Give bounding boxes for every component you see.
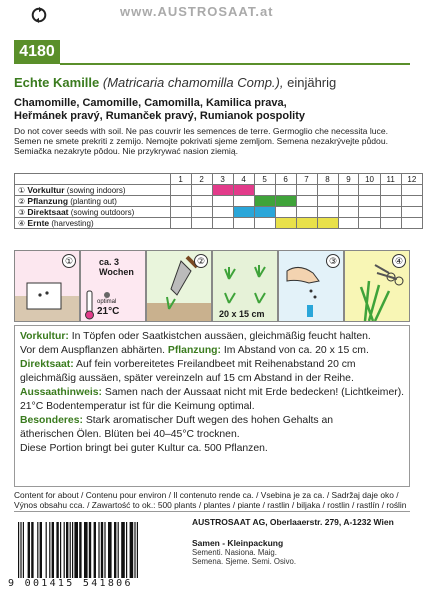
- calendar-cell: [170, 218, 191, 229]
- calendar-cell-active: [212, 185, 233, 196]
- barcode-bar: [121, 522, 125, 578]
- calendar-cell: [380, 185, 401, 196]
- barcode-bar: [101, 522, 103, 578]
- calendar-cell: [191, 207, 212, 218]
- calendar-row-label: [15, 218, 171, 229]
- names-line: Chamomille, Camomille, Camomilla, Kamilica prava,: [14, 97, 287, 109]
- calendar-row-label: [15, 185, 171, 196]
- product-title: [14, 75, 414, 90]
- barcode-number: 9 001415 541806: [8, 578, 133, 589]
- instruction-line: gleichmäßig aussäen, später vereinzeln auf 15 cm Abstand in der Reihe.: [20, 373, 354, 384]
- calendar-cell: [233, 218, 254, 229]
- warning-line: Do not cover seeds with soil. Ne pas couvrir les semences de terre. Germoglio che necessita luce.: [14, 126, 388, 136]
- vorkultur-text: In Töpfen oder Saatkistchen aussäen, gleichmäßig feucht halten.: [68, 331, 371, 342]
- step-number: ③: [326, 254, 340, 268]
- calendar-row-sub: (planting out): [70, 197, 117, 206]
- barcode-bar: [37, 522, 38, 578]
- barcode-bar: [23, 522, 24, 578]
- instruction-line: [20, 414, 404, 428]
- calendar-corner: [15, 174, 171, 185]
- calendar-cell: [191, 185, 212, 196]
- month-header: 2: [191, 174, 212, 185]
- instruction-line: Diese Portion bringt bei guter Kultur ca. 500 Pflanzen.: [20, 443, 268, 454]
- product-type: einjährig: [287, 75, 337, 90]
- barcode-bar: [108, 522, 112, 578]
- calendar-cell: [254, 218, 275, 229]
- panel-germination: [80, 250, 146, 322]
- barcode-icon: [14, 522, 174, 578]
- panel-planting-out: [146, 250, 212, 322]
- calendar-cell: [191, 218, 212, 229]
- calendar-cell-active: [317, 218, 338, 229]
- calendar-row-number: ④: [18, 219, 26, 228]
- calendar-cell-active: [254, 207, 275, 218]
- barcode-bar: [104, 522, 105, 578]
- month-header: 1: [170, 174, 191, 185]
- barcode-bar: [118, 522, 119, 578]
- pflanzung-key: Pflanzung:: [167, 345, 221, 356]
- calendar-cell: [191, 196, 212, 207]
- translated-names: [14, 97, 414, 123]
- calendar-row-title: Pflanzung: [27, 196, 69, 206]
- calendar-row-title: Vorkultur: [27, 185, 65, 195]
- pack-translations: [192, 548, 296, 566]
- step-number: ①: [62, 254, 76, 268]
- calendar-cell: [275, 207, 296, 218]
- month-header: 10: [359, 174, 380, 185]
- barcode-bar: [74, 522, 78, 578]
- barcode-bar: [114, 522, 116, 578]
- calendar-cell: [296, 185, 317, 196]
- calendar-cell: [233, 196, 254, 207]
- vorkultur-key: Vorkultur:: [20, 331, 69, 342]
- content-line: Výnos obsahu cca. / Zawartość to ok.: 500 plants / plantes / piante / rastlin / biljaka / rostlin / rastlín / roślin: [14, 499, 407, 510]
- barcode-bar: [70, 522, 71, 578]
- calendar-row-label: [15, 196, 171, 207]
- calendar-row: [15, 218, 423, 229]
- cover-warning: [14, 127, 414, 156]
- barcode-bar: [89, 522, 91, 578]
- barcode-bar: [56, 522, 58, 578]
- step-number: ④: [392, 254, 406, 268]
- calendar-cell: [212, 218, 233, 229]
- calendar-cell: [380, 218, 401, 229]
- barcode-bar: [134, 522, 135, 578]
- barcode-bar: [130, 522, 134, 578]
- calendar-row-number: ③: [18, 208, 26, 217]
- calendar-header-row: [15, 174, 423, 185]
- month-header: 7: [296, 174, 317, 185]
- product-latin: (Matricaria chamomilla Comp.),: [102, 75, 284, 90]
- besonderes-text: Stark aromatischer Duft wegen des hohen Gehalts an: [82, 415, 334, 426]
- barcode-bar: [49, 522, 50, 578]
- product-name: Echte Kamille: [14, 75, 100, 90]
- instruction-line: [20, 358, 404, 372]
- calendar-row-label: [15, 207, 171, 218]
- calendar-cell-active: [233, 185, 254, 196]
- recycle-icon: [30, 6, 48, 24]
- calendar-cell: [317, 196, 338, 207]
- weeks-label: ca. 3 Wochen: [99, 257, 134, 277]
- instruction-line: ätherischen Ölen. Blüten bei 40–45°C trocknen.: [20, 429, 240, 440]
- sowing-calendar: [14, 173, 423, 229]
- harden-text: Vor dem Auspflanzen abhärten.: [20, 345, 168, 356]
- month-header: 11: [380, 174, 401, 185]
- calendar-cell: [212, 196, 233, 207]
- step-number: ②: [194, 254, 208, 268]
- calendar-cell: [170, 207, 191, 218]
- calendar-cell: [359, 196, 380, 207]
- aussaat-text: Samen nach der Aussaat nicht mit Erde bedecken! (Lichtkeimer).: [102, 387, 405, 398]
- barcode-bar: [40, 522, 42, 578]
- panel-harvest: [344, 250, 410, 322]
- instruction-line: [20, 330, 404, 344]
- calendar-cell-active: [296, 218, 317, 229]
- barcode-bar: [46, 522, 47, 578]
- month-header: 8: [317, 174, 338, 185]
- barcode-bar: [94, 522, 96, 578]
- month-header: 9: [338, 174, 359, 185]
- calendar-cell: [170, 196, 191, 207]
- calendar-cell: [338, 185, 359, 196]
- optimal-label: optimal: [97, 299, 117, 305]
- calendar-row-sub: (harvesting): [51, 219, 94, 228]
- calendar-cell: [401, 185, 422, 196]
- month-header: 5: [254, 174, 275, 185]
- calendar-row-number: ②: [18, 197, 26, 206]
- calendar-cell: [338, 218, 359, 229]
- title-rule: [60, 63, 410, 65]
- calendar-row: [15, 196, 423, 207]
- pflanzung-text: Im Abstand von ca. 20 x 15 cm.: [221, 345, 369, 356]
- calendar-cell: [317, 185, 338, 196]
- panel-spacing: [212, 250, 278, 322]
- barcode-bar: [72, 522, 73, 578]
- calendar-cell: [338, 196, 359, 207]
- besonderes-key: Besonderes:: [20, 415, 83, 426]
- calendar-cell: [338, 207, 359, 218]
- company-address: AUSTROSAAT AG, Oberlaaerstr. 279, A-1232 Wien: [192, 517, 394, 527]
- calendar-cell: [380, 196, 401, 207]
- calendar-cell-active: [275, 218, 296, 229]
- calendar-cell: [401, 196, 422, 207]
- calendar-cell: [170, 185, 191, 196]
- month-header: 3: [212, 174, 233, 185]
- barcode-bar: [64, 522, 65, 578]
- month-header: 4: [233, 174, 254, 185]
- direktsaat-text: Auf fein vorbereitetes Freilandbeet mit Reihenabstand 20 cm: [73, 359, 356, 370]
- calendar-row-number: ①: [18, 186, 26, 195]
- barcode-bar: [20, 522, 21, 578]
- calendar-cell: [254, 185, 275, 196]
- barcode-bar: [60, 522, 61, 578]
- calendar-cell: [401, 207, 422, 218]
- calendar-cell-active: [233, 207, 254, 218]
- temperature-label: 21°C: [97, 306, 120, 317]
- spacing-label: 20 x 15 cm: [219, 309, 265, 319]
- calendar-cell: [296, 207, 317, 218]
- calendar-row-title: Ernte: [27, 218, 50, 228]
- calendar-cell: [401, 218, 422, 229]
- barcode-bar: [31, 522, 33, 578]
- calendar-cell: [317, 207, 338, 218]
- instruction-line: [20, 386, 404, 400]
- calendar-row-sub: (sowing indoors): [66, 186, 126, 195]
- calendar-cell: [275, 185, 296, 196]
- warning-line: Semiačka nezakryte pôdou. Nie przykrywać nasion ziemią.: [14, 145, 239, 156]
- panel-sowing-outdoors: [278, 250, 344, 322]
- pack-title: Samen - Kleinpackung: [192, 538, 284, 548]
- barcode-bar: [137, 522, 138, 578]
- footer-rule: [14, 511, 410, 512]
- instruction-panels: [14, 250, 410, 322]
- content-line: Content for about / Contenu pour environ / Il contenuto rende ca. / Vsebina je za ca. / Sadržaj daje oko /: [14, 490, 399, 500]
- calendar-row-sub: (sowing outdoors): [70, 208, 135, 217]
- calendar-cell: [359, 218, 380, 229]
- instruction-line: [20, 344, 404, 358]
- calendar-row-title: Direktsaat: [27, 207, 69, 217]
- calendar-cell: [380, 207, 401, 218]
- calendar-cell-active: [254, 196, 275, 207]
- calendar-row: [15, 185, 423, 196]
- barcode-bar: [18, 522, 19, 578]
- instruction-line: 21°C Bodentemperatur ist für die Keimung optimal.: [20, 401, 255, 412]
- barcode-bar: [66, 522, 68, 578]
- brand-url: www.AUSTROSAAT.at: [120, 4, 274, 19]
- month-header: 12: [401, 174, 422, 185]
- barcode-bar: [98, 522, 99, 578]
- header: [0, 0, 423, 36]
- growing-instructions: [14, 325, 410, 487]
- barcode-bar: [84, 522, 88, 578]
- calendar-cell: [359, 207, 380, 218]
- names-line: Heřmánek pravý, Rumanček pravý, Rumianok pospolity: [14, 110, 305, 122]
- content-note: [14, 491, 414, 511]
- pack-line: Semena. Sjeme. Semi. Osivo.: [192, 557, 296, 566]
- product-code-badge: 4180: [14, 40, 60, 64]
- aussaat-key: Aussaathinweis:: [20, 387, 102, 398]
- calendar-cell: [359, 185, 380, 196]
- warning-line: Semen ne smete prekriti z zemijo. Nemojte pokrivati sjeme zemljom. Semena nezakrývejte půdou.: [14, 135, 388, 146]
- calendar-cell: [296, 196, 317, 207]
- panel-sowing-indoors: [14, 250, 80, 322]
- direktsaat-key: Direktsaat:: [20, 359, 74, 370]
- calendar-cell-active: [275, 196, 296, 207]
- calendar-row: [15, 207, 423, 218]
- barcode-bar: [52, 522, 54, 578]
- calendar-cell: [212, 207, 233, 218]
- month-header: 6: [275, 174, 296, 185]
- barcode-bar: [126, 522, 127, 578]
- barcode-bar: [28, 522, 30, 578]
- pack-line: Sementi. Nasiona. Maig.: [192, 548, 277, 557]
- barcode-bar: [79, 522, 81, 578]
